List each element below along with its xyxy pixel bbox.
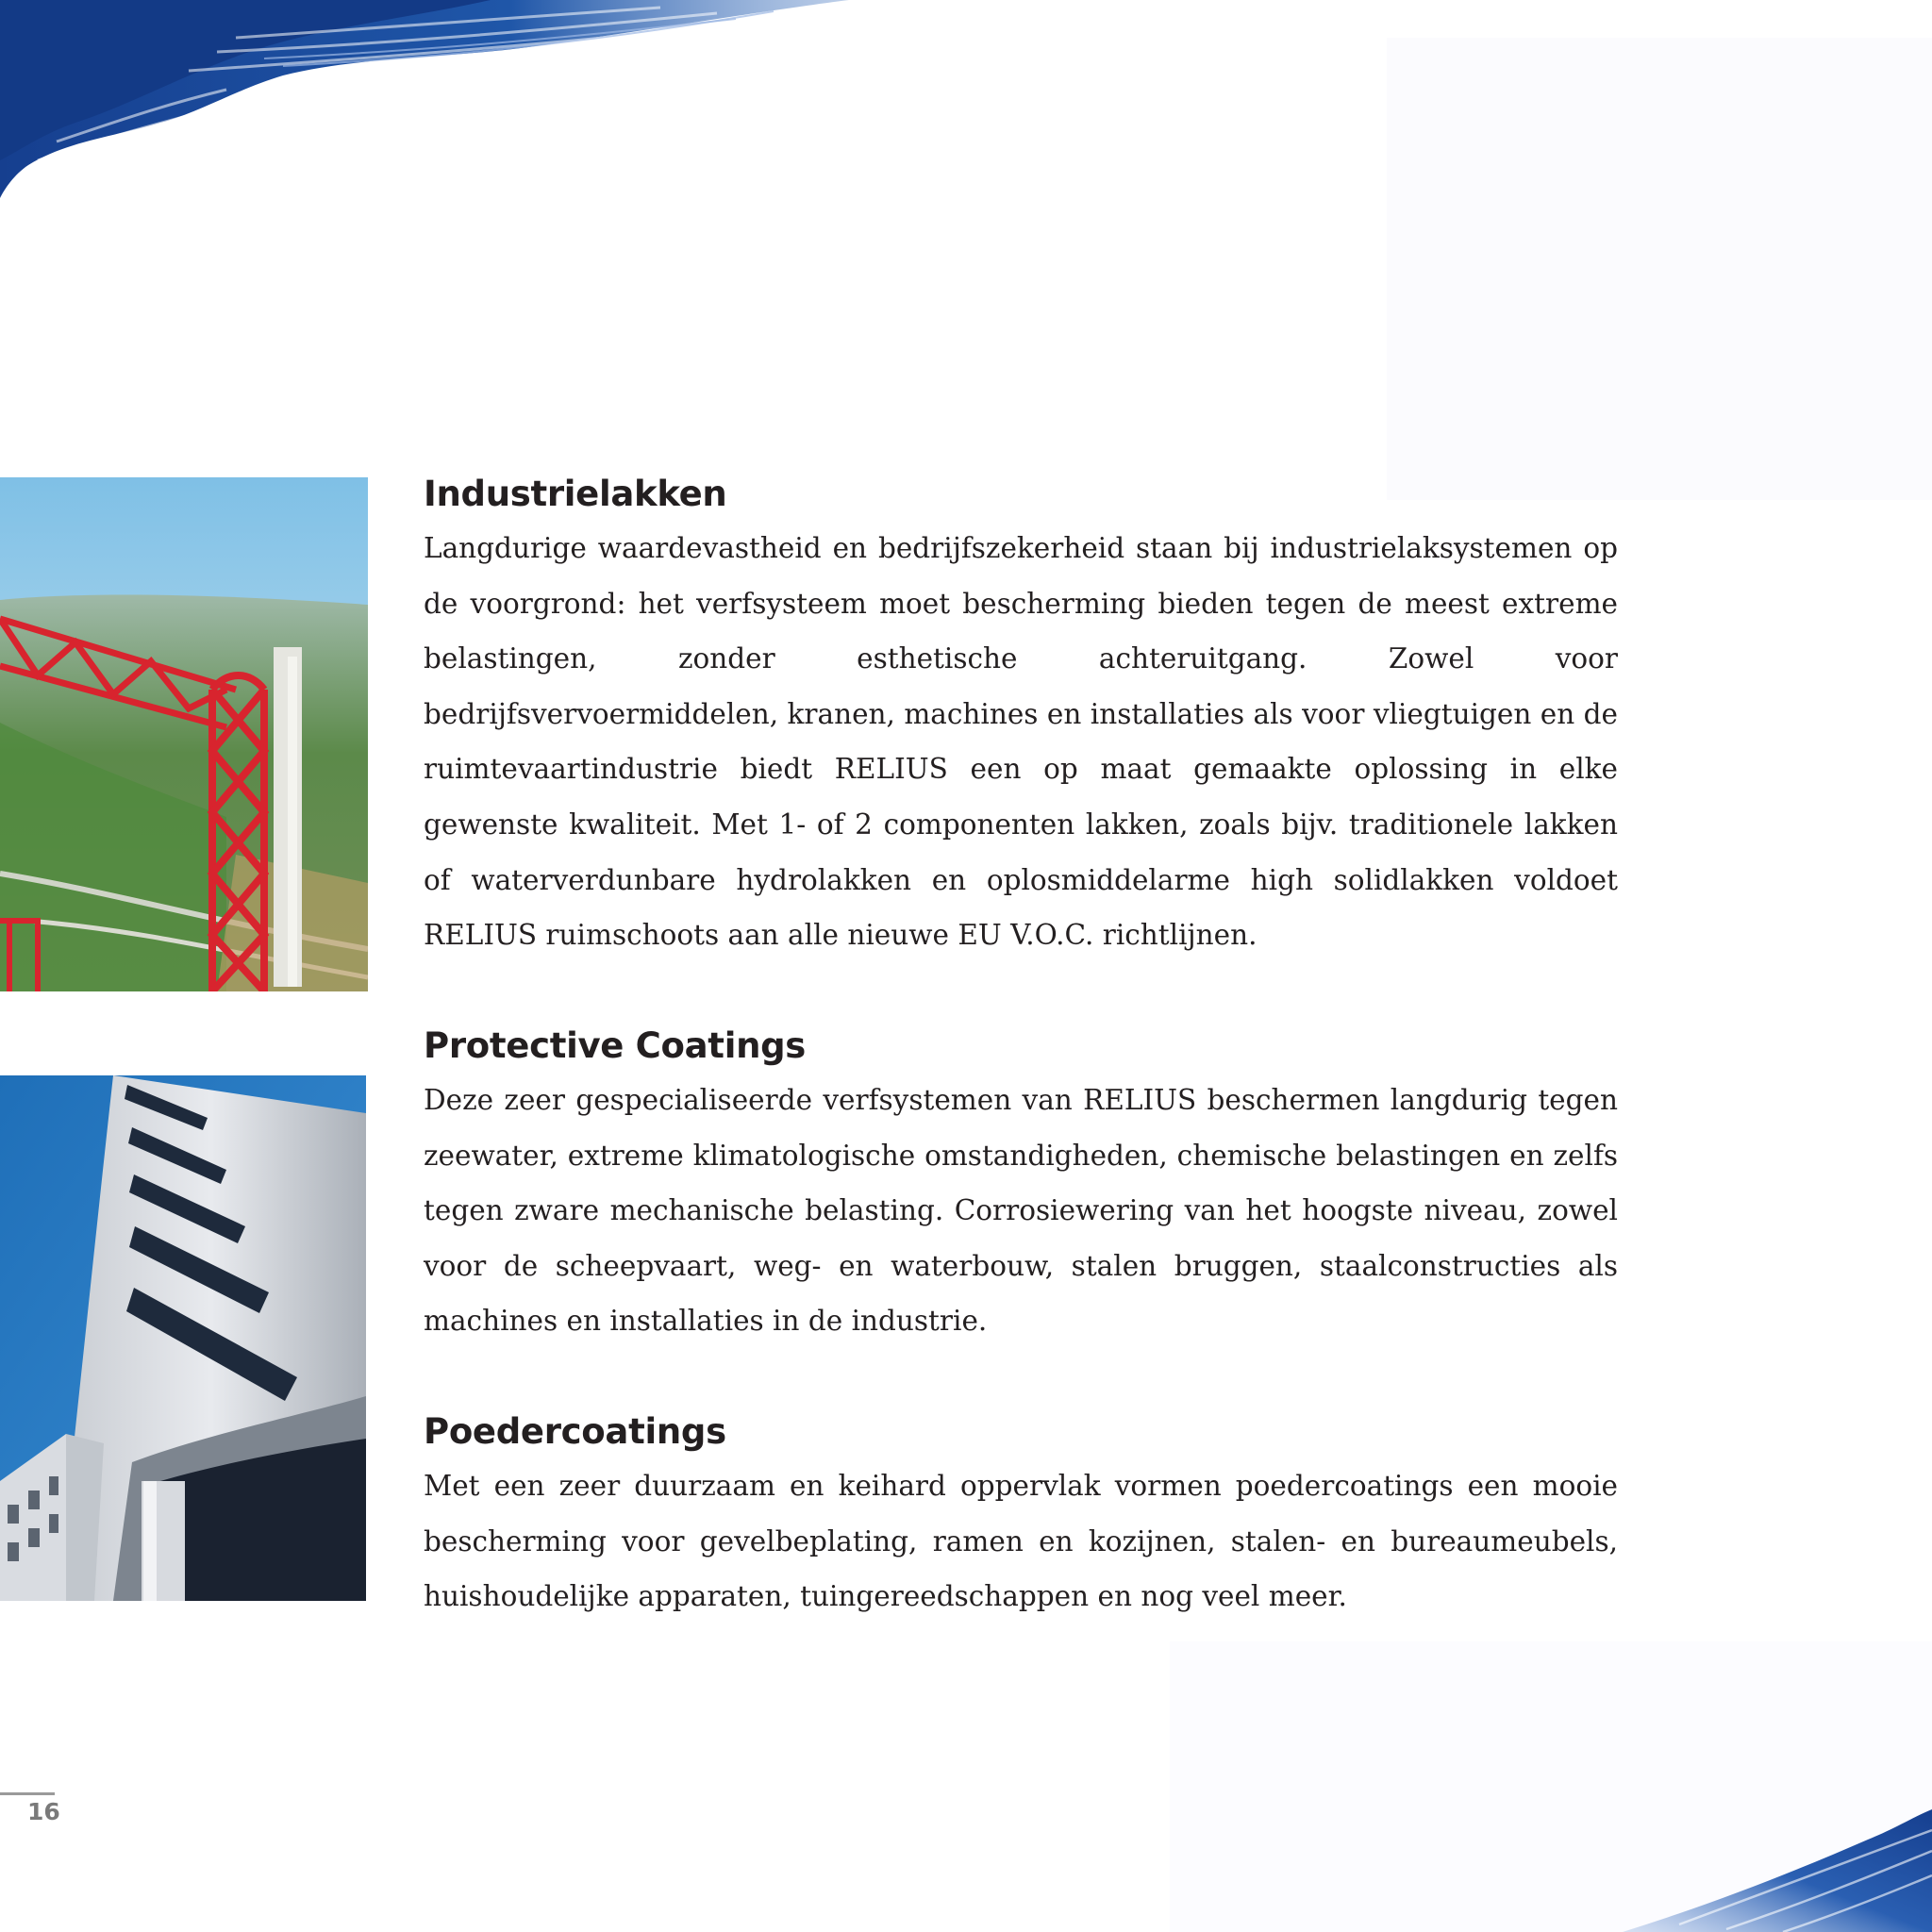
crane-photo [0, 477, 368, 991]
section-heading: Industrielakken [424, 474, 727, 514]
section-body: Met een zeer duurzaam en keihard oppervlak vormen poedercoatings een mooie bescherming voor gevelbeplating, ramen en kozijnen, stalen- en bureaumeubels, huishoudelijke apparaten, tuingereedschappen en nog veel meer. [424, 1470, 1618, 1613]
brush-swoosh-decoration [0, 0, 868, 217]
page-number: 16 [27, 1798, 60, 1825]
brush-swoosh-decoration [1623, 1792, 1932, 1932]
page-number-rule [0, 1792, 55, 1795]
section-poedercoatings [424, 1409, 1618, 1624]
section-industrielakken [424, 472, 1618, 963]
section-protective-coatings [424, 1024, 1618, 1349]
building-photo [0, 1075, 366, 1601]
section-body: Deze zeer gespecialiseerde verfsystemen van RELIUS beschermen langdurig tegen zeewater, extreme klimatologische omstandigheden, chemische belastingen en zelfs tegen zware mechanische belasting. Corrosiewering van het hoogste niveau, zowel voor de scheepvaart, weg- en waterbouw, stalen bruggen, staalconstructies als machines en installaties in de industrie. [424, 1084, 1618, 1338]
section-body: Langdurige waardevastheid en bedrijfszekerheid staan bij industrielaksystemen op de voorgrond: het verfsysteem moet bescherming bieden tegen de meest extreme belastingen, zonder esthetische achteruitgang. Zowel voor bedrijfsvervoermiddelen, kranen, machines en installaties als voor vliegtuigen en de ruimtevaartindustrie biedt RELIUS een op maat gemaakte oplossing in elke gewenste kwaliteit. Met 1- of 2 componenten lakken, zoals bijv. traditionele lakken of waterverdunbare hydrolakken en oplosmiddelarme high solidlakken voldoet RELIUS ruimschoots aan alle nieuwe EU V.O.C. richtlijnen. [424, 532, 1618, 952]
section-heading: Poedercoatings [424, 1411, 726, 1452]
section-heading: Protective Coatings [424, 1025, 807, 1066]
background-panel [1387, 38, 1932, 500]
